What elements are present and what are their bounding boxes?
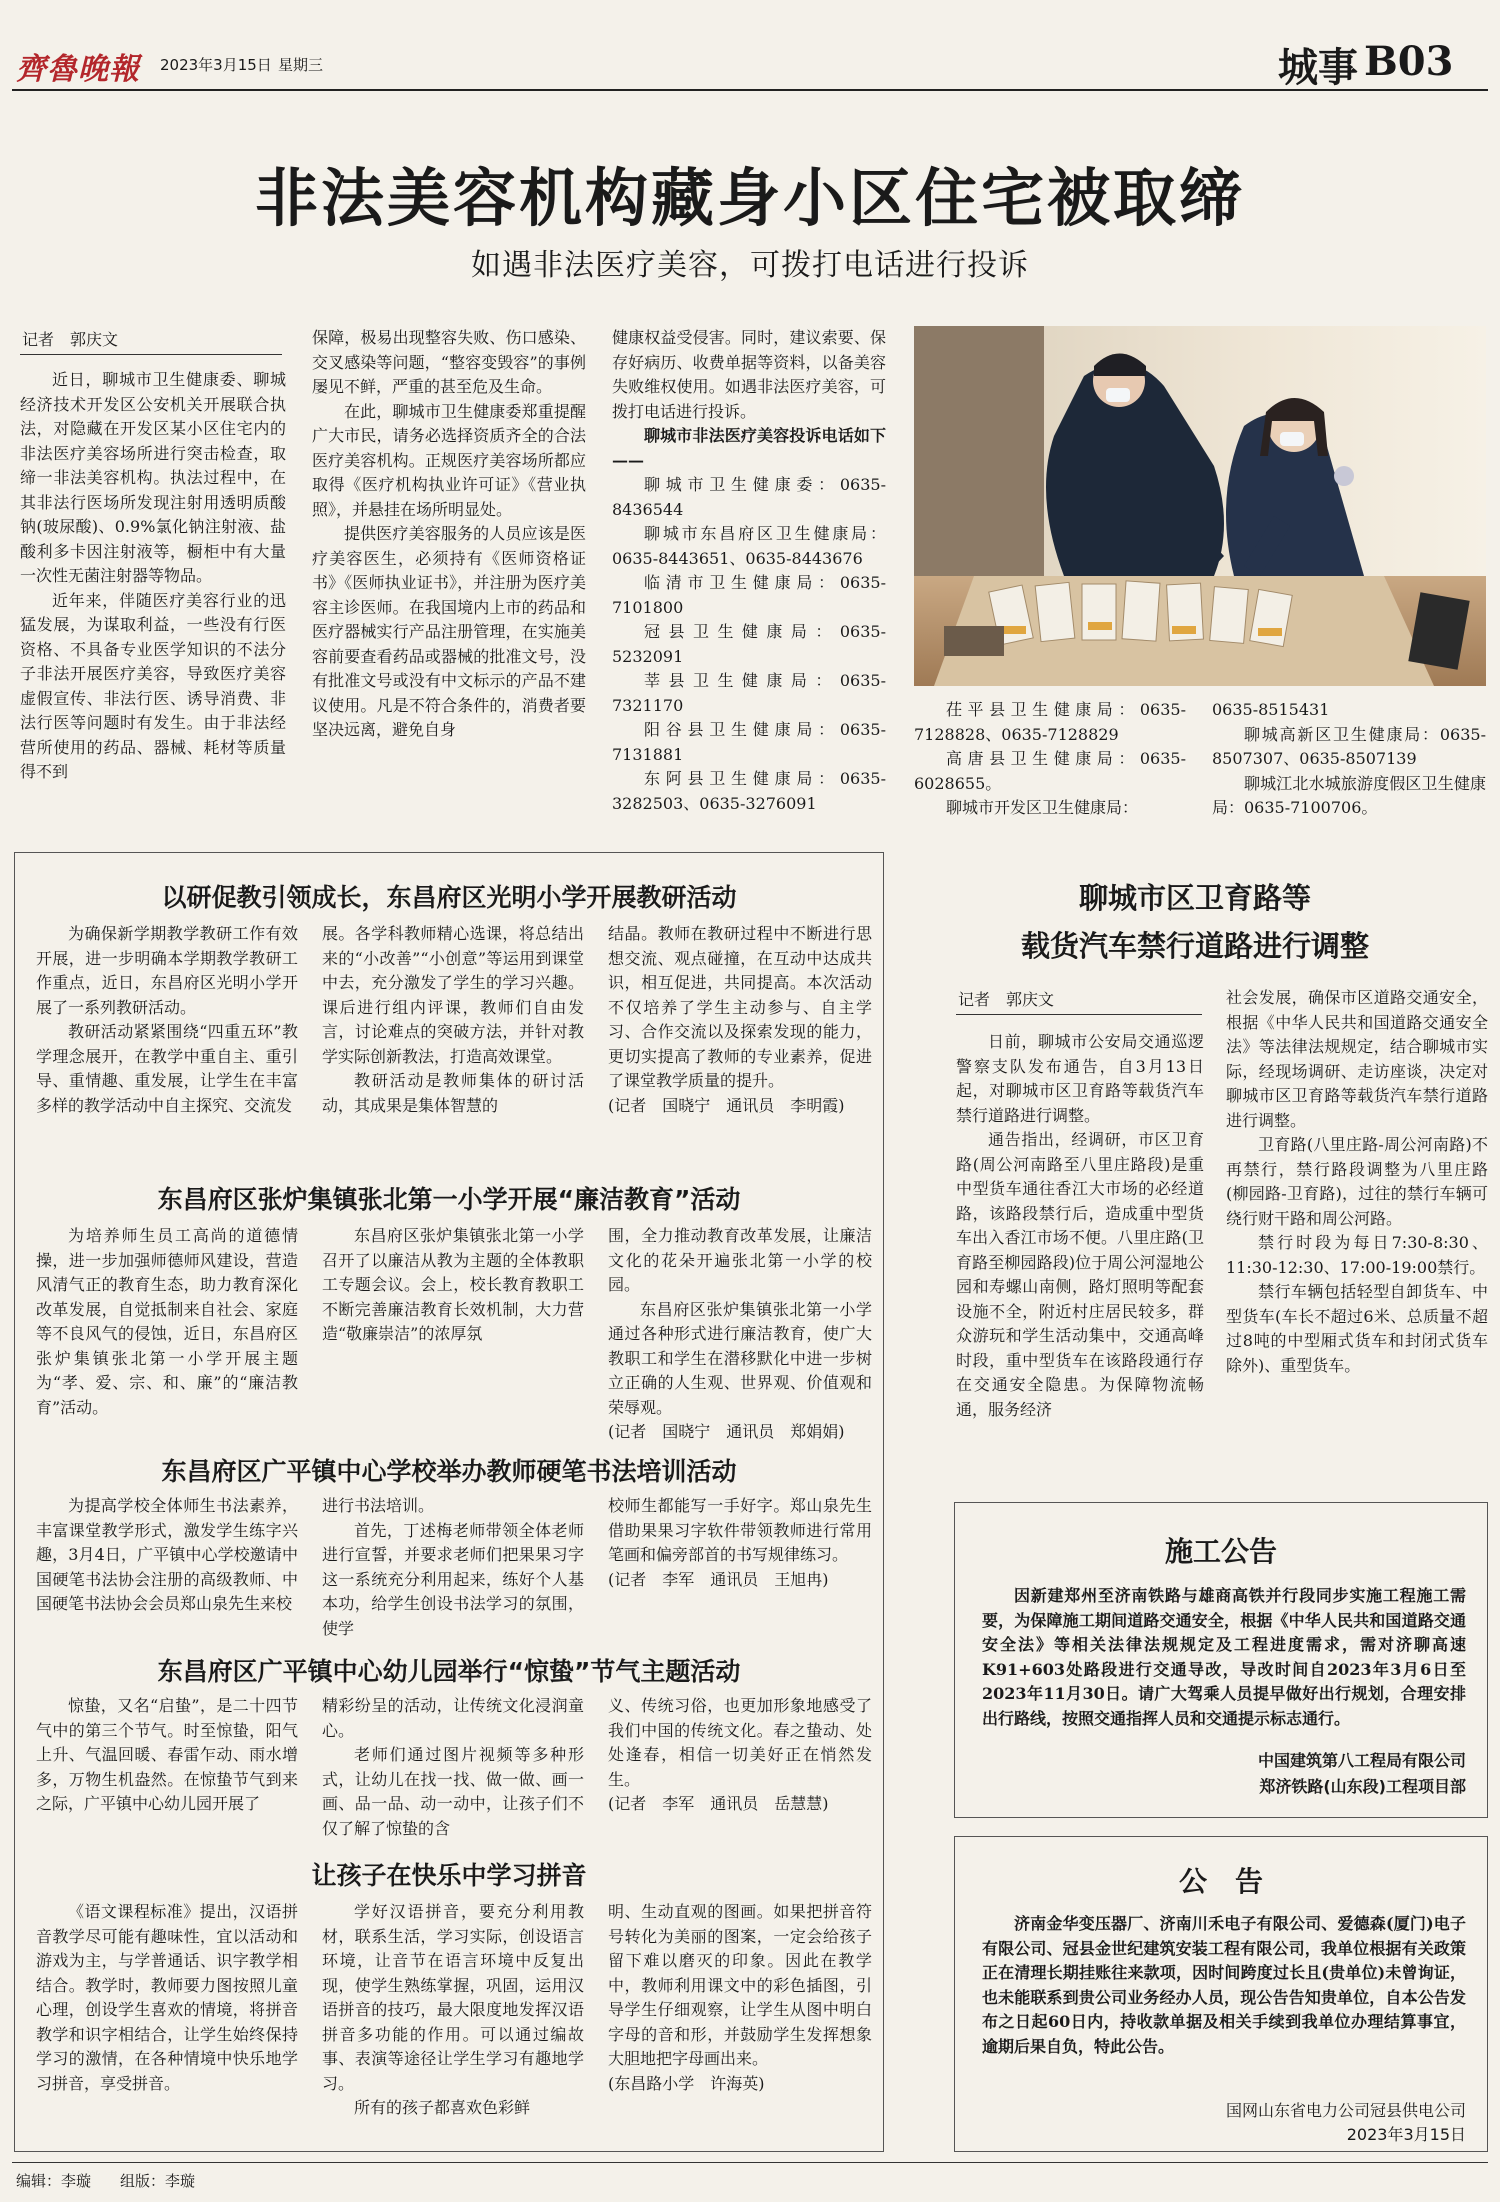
lead-photo bbox=[914, 326, 1486, 686]
article-para: 精彩纷呈的活动，让传统文化浸润童心。 bbox=[322, 1696, 584, 1740]
traffic-byline-rule bbox=[956, 1014, 1202, 1015]
construction-notice-title: 施工公告 bbox=[1164, 1535, 1277, 1568]
article-para: 学好汉语拼音，要充分利用教材，联系生活，学习实际，创设语言环境，让音节在语言环境中反复出现，使学生熟练掌握，巩固，运用汉语拼音的技巧，最大限度地发挥汉语拼音多功能的作用。可以通过编故事、表演等途径让学生学习有趣地学习。 bbox=[322, 1902, 584, 2093]
hotline-item: 茌平县卫生健康局：0635-7128828、0635-7128829 bbox=[914, 700, 1186, 744]
article-1-col-3 bbox=[608, 922, 872, 1172]
traffic-para: 通告指出，经调研，市区卫育路(周公河南路至八里庄路段)是重中型货车通往香江大市场的必经道路，该路段禁行后，造成重中型货车出入香江市场不便。八里庄路(卫育路至柳园路段)位于周公河湿地公园和寿螺山南侧，路灯照明等配套设施不全，附近村庄居民较多，群众游玩和学生活动集中，交通高峰时段，重中型货车在该路段通行存在交通安全隐患。为保障物流畅通，服务经济 bbox=[956, 1130, 1204, 1419]
footer-designer: 组版：李璇 bbox=[120, 2172, 196, 2190]
article-4-col-3 bbox=[608, 1694, 872, 1844]
page-number: B03 bbox=[1364, 38, 1454, 85]
article-3-title: 东昌府区广平镇中心学校举办教师硬笔书法培训活动 bbox=[161, 1457, 737, 1486]
article-para: 教研活动是教师集体的研讨活动，其成果是集体智慧的 bbox=[322, 1071, 584, 1115]
article-credit: (东昌路小学 许海英) bbox=[608, 2073, 765, 2093]
article-1-col-1 bbox=[36, 922, 298, 1172]
hotline-item: 临清市卫生健康局：0635-7101800 bbox=[612, 573, 886, 617]
article-1-title: 以研促教引领成长，东昌府区光明小学开展教研活动 bbox=[161, 883, 737, 912]
lead-para: 近日，聊城市卫生健康委、聊城经济技术开发区公安机关开展联合执法，对隐藏在开发区某小区住宅内的非法医疗美容场所进行突击检查，取缔一非法美容机构。执法过程中，在其非法行医场所发现注射用透明质酸钠(玻尿酸)、0.9%氯化钠注射液、盐酸利多卡因注射液等，橱柜中有大量一次性无菌注射器等物品。 bbox=[20, 370, 286, 585]
traffic-col-2 bbox=[1226, 986, 1488, 1466]
article-credit: (记者 李军 通讯员 岳慧慧) bbox=[608, 1794, 829, 1813]
construction-notice-signer: 中国建筑第八工程局有限公司 bbox=[1257, 1751, 1466, 1770]
article-credit: (记者 国晓宁 通讯员 李明霞) bbox=[608, 1095, 845, 1115]
footer-rule bbox=[12, 2162, 1488, 2163]
article-para: 为提高学校全体师生书法素养，丰富课堂教学形式，激发学生练字兴趣，3月4日，广平镇中心学校邀请中国硬笔书法协会注册的高级教师、中国硬笔书法协会会员郑山泉先生来校 bbox=[36, 1496, 298, 1613]
traffic-para: 社会发展，确保市区道路交通安全，根据《中华人民共和国道路交通安全法》等法律法规规定，结合聊城市实际，经现场调研、走访座谈，决定对聊城市区卫育路等载货汽车禁行道路进行调整。 bbox=[1226, 988, 1488, 1130]
article-para: 东昌府区张炉集镇张北第一小学通过各种形式进行廉洁教育，使广大教职工和学生在潜移默化中进一步树立正确的人生观、世界观、价值观和荣辱观。 bbox=[608, 1299, 872, 1417]
article-para: 围，全力推动教育改革发展，让廉洁文化的花朵开遍张北第一小学的校园。 bbox=[608, 1226, 872, 1294]
article-2-col-2 bbox=[322, 1224, 584, 1454]
lead-subhead: 如遇非法医疗美容，可拨打电话进行投诉 bbox=[471, 248, 1029, 283]
article-para: 老师们通过图片视频等多种形式，让幼儿在找一找、做一做、画一画、品一品、动一动中，让孩子们不仅了解了惊蛰的含 bbox=[322, 1745, 584, 1838]
lead-column-1 bbox=[20, 368, 286, 814]
construction-notice-body bbox=[982, 1584, 1466, 1734]
article-1-col-2 bbox=[322, 922, 584, 1172]
issue-date: 2023年3月15日 bbox=[160, 56, 272, 74]
article-para: 结晶。教师在教研过程中不断进行思想交流、观点碰撞，在互动中达成共识，相互促进，共同提高。本次活动不仅培养了学生主动参与、自主学习、合作交流以及探索发现的能力，更切实提高了教师的专业素养，促进了课堂教学质量的提升。 bbox=[608, 924, 872, 1090]
article-para: 进行书法培训。 bbox=[322, 1496, 435, 1515]
article-para: 惊蛰，又名“启蛰”，是二十四节气中的第三个节气。时至惊蛰，阳气上升、气温回暖、春雷乍动、雨水增多，万物生机盎然。在惊蛰节气到来之际，广平镇中心幼儿园开展了 bbox=[36, 1696, 298, 1813]
article-2-col-1 bbox=[36, 1224, 298, 1454]
article-para: 为确保新学期教学教研工作有效开展，进一步明确本学期教学教研工作重点，近日，东昌府区光明小学开展了一系列教研活动。 bbox=[36, 924, 298, 1017]
hotlines-continued-1 bbox=[914, 698, 1186, 816]
section-name: 城事 bbox=[1278, 44, 1358, 91]
lead-column-3 bbox=[612, 326, 886, 816]
hotline-item: 冠县卫生健康局：0635-5232091 bbox=[612, 622, 886, 666]
issue-weekday: 星期三 bbox=[278, 56, 324, 74]
traffic-title-line-1: 聊城市区卫育路等 bbox=[1078, 881, 1311, 915]
hotline-item: 阳谷县卫生健康局：0635-7131881 bbox=[612, 720, 886, 764]
article-para: 明、生动直观的图画。如果把拼音符号转化为美丽的图案，一定会给孩子留下难以磨灭的印象。因此在教学中，教师利用课文中的彩色插图，引导学生仔细观察，让学生从图中明白字母的音和形，并鼓励学生发挥想象大胆地把字母画出来。 bbox=[608, 1902, 872, 2068]
byline-rule bbox=[20, 354, 282, 355]
public-notice-body bbox=[982, 1912, 1466, 2088]
article-2-title: 东昌府区张炉集镇张北第一小学开展“廉洁教育”活动 bbox=[157, 1185, 741, 1214]
article-para: 校师生都能写一手好字。郑山泉先生借助果果习字软件带领教师进行常用笔画和偏旁部首的书写规律练习。 bbox=[608, 1496, 872, 1564]
public-notice-title: 公 告 bbox=[1178, 1865, 1263, 1898]
lead-para: 保障，极易出现整容失败、伤口感染、交叉感染等问题，“整容变毁容”的事例屡见不鲜，严重的甚至危及生命。 bbox=[312, 328, 586, 396]
construction-notice-project: 郑济铁路(山东段)工程项目部 bbox=[1259, 1777, 1466, 1796]
traffic-para: 禁行车辆包括轻型自卸货车、中型货车(车长不超过6米、总质量不超过8吨的中型厢式货车和封闭式货车除外)、重型货车。 bbox=[1226, 1282, 1488, 1375]
hotline-item: 高唐县卫生健康局：0635-6028655。 bbox=[914, 749, 1186, 793]
lead-para: 提供医疗美容服务的人员应该是医疗美容医生，必须持有《医师资格证书》《医师执业证书》，并注册为医疗美容主诊医师。在我国境内上市的药品和医疗器械实行产品注册管理，在实施美容前要查看药品或器械的批准文号，没有批准文号或没有中文标示的产品不建议使用。凡是不符合条件的，消费者要坚决远离，避免自身 bbox=[312, 524, 586, 739]
article-4-title: 东昌府区广平镇中心幼儿园举行“惊蛰”节气主题活动 bbox=[157, 1657, 741, 1686]
traffic-para: 禁行时段为每日7:30-8:30、11:30-12:30、17:00-19:00禁行。 bbox=[1226, 1233, 1488, 1277]
public-notice-date: 2023年3月15日 bbox=[1346, 2125, 1466, 2144]
traffic-para: 卫育路(八里庄路-周公河南路)不再禁行，禁行路段调整为八里庄路(柳园路-卫育路)，过往的禁行车辆可绕行财干路和周公河路。 bbox=[1226, 1135, 1488, 1228]
article-para: 为培养师生员工高尚的道德情操，进一步加强师德师风建设，营造风清气正的教育生态，助力教育深化改革发展，自觉抵制来自社会、家庭等不良风气的侵蚀，近日，东昌府区张炉集镇张北第一小学开展主题为“孝、爱、宗、和、廉”的“廉洁教育”活动。 bbox=[36, 1226, 298, 1417]
article-para: 首先，丁述梅老师带领全体老师进行宣誓，并要求老师们把果果习字这一系统充分利用起来，练好个人基本功，给学生创设书法学习的氛围，使学 bbox=[322, 1520, 584, 1638]
lead-para: 近年来，伴随医疗美容行业的迅猛发展，为谋取利益，一些没有行医资格、不具备专业医学知识的不法分子非法开展医疗美容，导致医疗美容虚假宣传、非法行医、诱导消费、非法行医等问题时有发生。由于非法经营所使用的药品、器械、耗材等质量得不到 bbox=[20, 590, 286, 781]
masthead-logo: 齊魯晚報 bbox=[16, 52, 140, 87]
public-notice-signer: 国网山东省电力公司冠县供电公司 bbox=[1225, 2101, 1466, 2120]
traffic-col-1 bbox=[956, 1030, 1204, 1466]
notice-para: 因新建郑州至济南铁路与雄商高铁并行段同步实施工程施工需要，为保障施工期间道路交通安全，根据《中华人民共和国道路交通安全法》等相关法律法规规定及工程进度需求，需对济聊高速K91+603处路段进行交通导改，导改时间自2023年3月6日至2023年11月30日。请广大驾乘人员提早做好出行规划，合理安排出行路线，按照交通指挥人员和交通提示标志通行。 bbox=[982, 1586, 1466, 1728]
article-para: 所有的孩子都喜欢色彩鲜 bbox=[354, 2098, 531, 2117]
lead-para: 健康权益受侵害。同时，建议索要、保存好病历、收费单据等资料，以备美容失败维权使用。如遇非法医疗美容，可拨打电话进行投诉。 bbox=[612, 328, 886, 421]
hotline-item: 聊城市卫生健康委：0635-8436544 bbox=[612, 475, 886, 519]
article-para: 东昌府区张炉集镇张北第一小学召开了以廉洁从教为主题的全体教职工专题会议。会上，校长教育教职工不断完善廉洁教育长效机制，大力营造“敬廉崇洁”的浓厚氛 bbox=[322, 1226, 584, 1343]
traffic-para: 日前，聊城市公安局交通巡逻警察支队发布通告，自3月13日起，对聊城市区卫育路等载货汽车禁行道路进行调整。 bbox=[956, 1032, 1204, 1125]
traffic-title-line-2: 载货汽车禁行道路进行调整 bbox=[1020, 929, 1369, 963]
article-5-col-1 bbox=[36, 1900, 298, 2144]
article-para: 教研活动紧紧围绕“四重五环”教学理念展开，在教学中重自主、重引导、重情趣、重发展，让学生在丰富多样的教学活动中自主探究、交流发 bbox=[36, 1022, 298, 1115]
lead-para: 在此，聊城市卫生健康委郑重提醒广大市民，请务必选择资质齐全的合法医疗美容机构。正规医疗美容场所都应取得《医疗机构执业许可证》《营业执照》，并悬挂在场所明显处。 bbox=[312, 401, 586, 519]
lead-column-2 bbox=[312, 326, 586, 814]
hotline-item: 莘县卫生健康局：0635-7321170 bbox=[612, 671, 886, 715]
hotline-item: 聊城高新区卫生健康局：0635-8507307、0635-8507139 bbox=[1212, 724, 1486, 768]
hotline-item: 聊城江北水城旅游度假区卫生健康局：0635-7100706。 bbox=[1212, 773, 1486, 816]
article-credit: (记者 李军 通讯员 王旭冉) bbox=[608, 1569, 829, 1589]
lead-byline: 记者 郭庆文 bbox=[22, 330, 119, 349]
article-3-col-1 bbox=[36, 1494, 298, 1642]
article-5-col-2 bbox=[322, 1900, 584, 2144]
article-2-col-3 bbox=[608, 1224, 872, 1454]
traffic-byline: 记者 郭庆文 bbox=[958, 990, 1055, 1009]
hotline-title: 聊城市非法医疗美容投诉电话如下—— bbox=[612, 426, 886, 470]
article-5-col-3 bbox=[608, 1900, 872, 2144]
hotlines-continued-2 bbox=[1212, 698, 1486, 816]
article-credit: (记者 国晓宁 通讯员 郑娟娟) bbox=[608, 1422, 845, 1441]
article-3-col-3 bbox=[608, 1494, 872, 1642]
footer-editor: 编辑：李璇 bbox=[16, 2172, 92, 2190]
hotline-item: 聊城市东昌府区卫生健康局：0635-8443651、0635-8443676 bbox=[612, 524, 886, 568]
hotline-item: 聊城市开发区卫生健康局： bbox=[946, 798, 1139, 816]
notice-para: 济南金华变压器厂、济南川禾电子有限公司、爱德森(厦门)电子有限公司、冠县金世纪建筑安装工程有限公司，我单位根据有关政策正在清理长期挂账往来款项，因时间跨度过长且(贵单位)未曾询证，也未能联系到贵公司业务经办人员，现公告告知贵单位，自本公告发布之日起60日内，持收款单据及相关手续到我单位办理结算事宜，逾期后果自负，特此公告。 bbox=[982, 1914, 1466, 2056]
article-para: 展。各学科教师精心选课，将总结出来的“小改善”“小创意”等运用到课堂中去，充分激发了学生的学习兴趣。课后进行组内评课，教师们自由发言，讨论难点的突破方法，并针对教学实际创新教法，打造高效课堂。 bbox=[322, 924, 584, 1066]
article-4-col-2 bbox=[322, 1694, 584, 1844]
header-rule bbox=[12, 89, 1488, 91]
hotline-item: 0635-8515431 bbox=[1212, 700, 1330, 719]
article-para: 《语文课程标准》提出，汉语拼音教学尽可能有趣味性，宜以活动和游戏为主，与学普通话、识字教学相结合。教学时，教师要力图按照儿童心理，创设学生喜欢的情境，将拼音教学和识字相结合，让学生始终保持学习的激情，在各种情境中快乐地学习拼音，享受拼音。 bbox=[36, 1902, 298, 2093]
article-4-col-1 bbox=[36, 1694, 298, 1844]
article-3-col-2 bbox=[322, 1494, 584, 1642]
article-5-title: 让孩子在快乐中学习拼音 bbox=[311, 1861, 587, 1890]
article-para: 义、传统习俗，也更加形象地感受了我们中国的传统文化。春之蛰动、处处逢春，相信一切美好正在悄然发生。 bbox=[608, 1696, 872, 1789]
hotline-item: 东阿县卫生健康局：0635-3282503、0635-3276091 bbox=[612, 769, 886, 813]
lead-headline: 非法美容机构藏身小区住宅被取缔 bbox=[255, 162, 1245, 235]
